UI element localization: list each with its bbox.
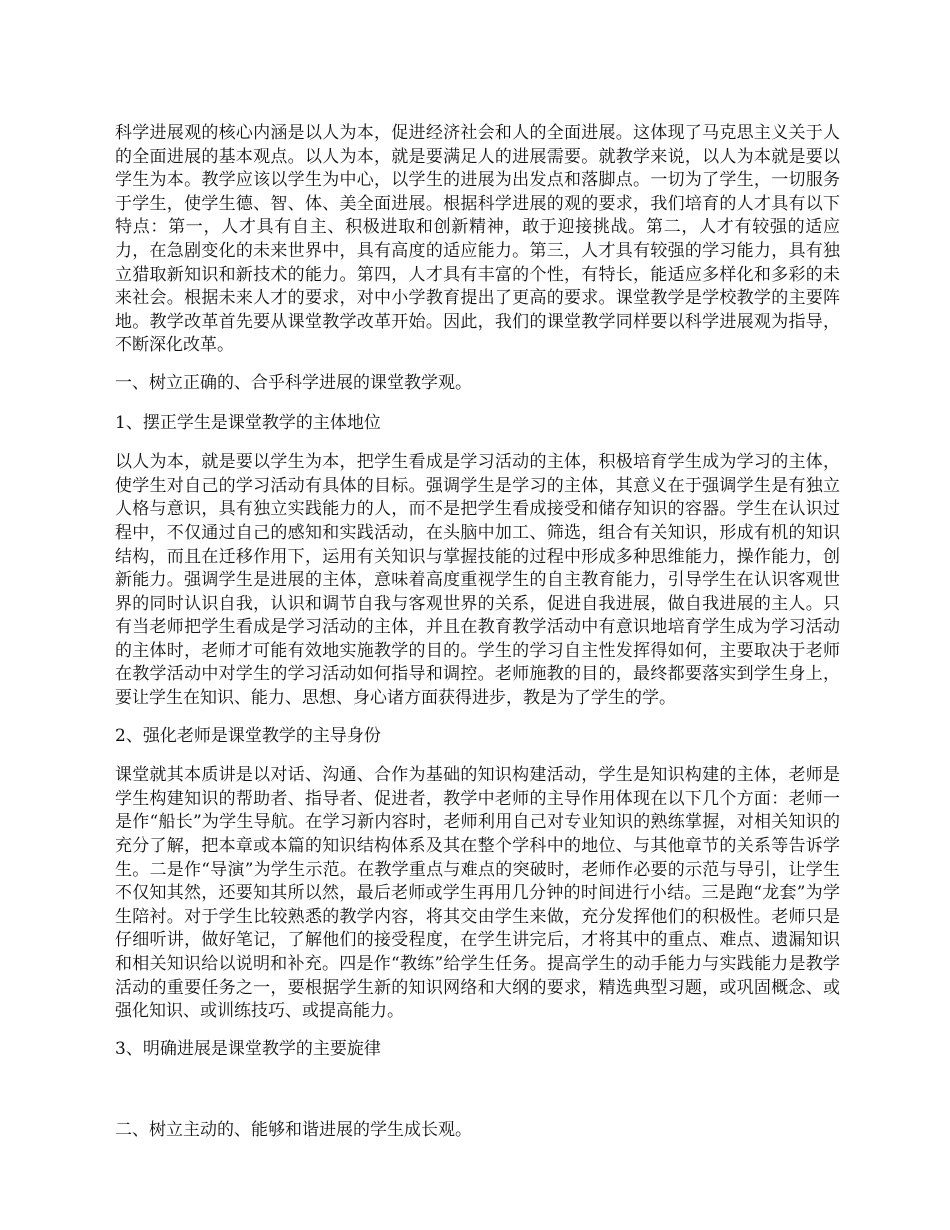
subsection-2-heading: 2、强化老师是课堂教学的主导身份 (115, 725, 381, 746)
section-1-heading: 一、树立正确的、合乎科学进展的课堂教学观。 (115, 372, 472, 393)
subsection-2-paragraph: 课堂就其本质讲是以对话、沟通、合作为基础的知识构建活动，学生是知识构建的主体，老师是学生构建知识的帮助者、指导者、促进者，教学中老师的主导作用体现在以下几个方面：老师一是作“船长”为学生导航。在学习新内容时，老师利用自己对专业知识的熟练掌握，对相关知识的充分了解，把本章或本篇的知识结构体系及其在整个学科中的地位、与其他章节的关系等告诉学生。二是作“导演”为学生示范。在教学重点与难点的突破时，老师作必要的示范与导引，让学生不仅知其然，还要知其所以然，最后老师或学生再用几分钟的时间进行小结。三是跑“龙套”为学生陪衬。对于学生比较熟悉的教学内容，将其交由学生来做，充分发挥他们的积极性。老师只是仔细听讲，做好笔记，了解他们的接受程度，在学生讲完后，才将其中的重点、难点、遗漏知识和相关知识给以说明和补充。四是作“教练”给学生任务。提高学生的动手能力与实践能力是教学活动的重要任务之一，要根据学生新的知识网络和大纲的要求，精选典型习题，或巩固概念、或强化知识、或训练技巧、或提高能力。 (115, 765, 840, 1022)
subsection-1-heading: 1、摆正学生是课堂教学的主体地位 (115, 412, 381, 433)
subsection-3-heading: 3、明确进展是课堂教学的主要旋律 (115, 1038, 381, 1059)
document-body (115, 122, 840, 1159)
subsection-1-paragraph: 以人为本，就是要以学生为本，把学生看成是学习活动的主体，积极培育学生成为学习的主体，使学生对自己的学习活动有具体的目标。强调学生是学习的主体，其意义在于强调学生是有独立人格与意识，具有独立实践能力的人，而不是把学生看成接受和储存知识的容器。学生在认识过程中，不仅通过自己的感知和实践活动，在头脑中加工、筛选，组合有关知识，形成有机的知识结构，而且在迁移作用下，运用有关知识与掌握技能的过程中形成多种思维能力，操作能力，创新能力。强调学生是进展的主体，意味着高度重视学生的自主教育能力，引导学生在认识客观世界的同时认识自我，认识和调节自我与客观世界的关系，促进自我进展，做自我进展的主人。只有当老师把学生看成是学习活动的主体，并且在教育教学活动中有意识地培育学生成为学习活动的主体时，老师才可能有效地实施教学的目的。学生的学习自主性发挥得如何，主要取决于老师在教学活动中对学生的学习活动如何指导和调控。老师施教的目的，最终都要落实到学生身上，要让学生在知识、能力、思想、身心诸方面获得进步，教是为了学生的学。 (115, 452, 840, 709)
blank-space (115, 1077, 840, 1119)
section-2-heading: 二、树立主动的、能够和谐进展的学生成长观。 (115, 1120, 472, 1141)
intro-paragraph: 科学进展观的核心内涵是以人为本，促进经济社会和人的全面进展。这体现了马克思主义关于人的全面进展的基本观点。以人为本，就是要满足人的进展需要。就教学来说，以人为本就是要以学生为本。教学应该以学生为中心，以学生的进展为出发点和落脚点。一切为了学生，一切服务于学生，使学生德、智、体、美全面进展。根据科学进展的观的要求，我们培育的人才具有以下特点：第一，人才具有自主、积极进取和创新精神，敢于迎接挑战。第二，人才有较强的适应力，在急剧变化的未来世界中，具有高度的适应能力。第三，人才具有较强的学习能力，具有独立猎取新知识和新技术的能力。第四，人才具有丰富的个性，有特长，能适应多样化和多彩的未来社会。根据未来人才的要求，对中小学教育提出了更高的要求。课堂教学是学校教学的主要阵地。教学改革首先要从课堂教学改革开始。因此，我们的课堂教学同样要以科学进展观为指导，不断深化改革。 (115, 123, 840, 356)
